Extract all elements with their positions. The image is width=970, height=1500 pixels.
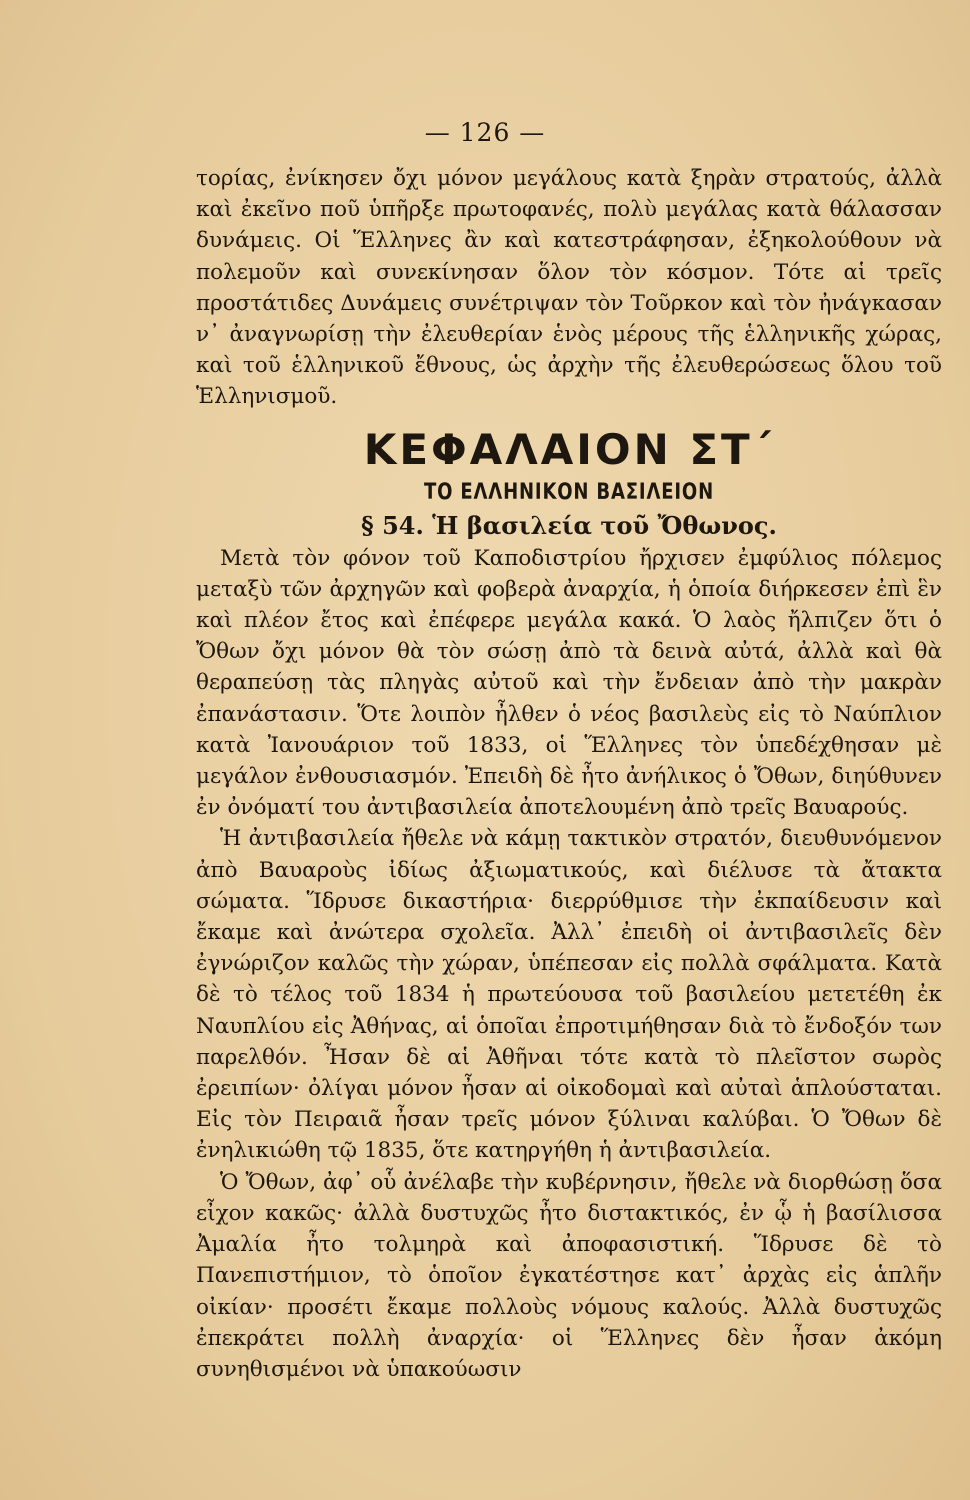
paragraph: Ἡ ἀντιβασιλεία ἤθελε νὰ κάμῃ τακτικὸν στρατόν, διευθυνόμενον ἀπὸ Βαυαροὺς ἰδίως ἀξιωματικούς, καὶ διέλυσε τὰ ἄτακτα σώματα. Ἵδρυσε δικαστήρια· διερρύθμισε τὴν ἐκπαίδευσιν καὶ ἔκαμε καὶ ἀνώτερα σχολεῖα. Ἀλλ᾽ ἐπειδὴ οἱ ἀντιβασιλεῖς δὲν ἐγνώριζον καλῶς τὴν χώραν, ὑπέπεσαν εἰς πολλὰ σφάλματα. Κατὰ δὲ τὸ τέλος τοῦ 1834 ἡ πρωτεύουσα τοῦ βασιλείου μετετέθη ἐκ Ναυπλίου εἰς Ἀθήνας, αἱ ὁποῖαι ἐπροτιμήθησαν διὰ τὸ ἔνδοξόν των παρελθόν. Ἦσαν δὲ αἱ Ἀθῆναι τότε κατὰ τὸ πλεῖστον σωρὸς ἐρειπίων· ὀλίγαι μόνον ἦσαν αἱ οἰκοδομαὶ καὶ αὐταὶ ἁπλούσταται. Εἰς τὸν Πειραιᾶ ἦσαν τρεῖς μόνον ξύλιναι καλύβαι. Ὁ Ὄθων δὲ ἐνηλικιώθη τῷ 1835, ὅτε κατηργήθη ἡ ἀντιβασιλεία.	[196, 826, 942, 1164]
chapter-subtitle: ΤΟ ΕΛΛΗΝΙΚΟΝ ΒΑΣΙΛΕΙΟΝ	[424, 479, 714, 505]
paragraph: Ὁ Ὄθων, ἀφ᾽ οὗ ἀνέλαβε τὴν κυβέρνησιν, ἤθελε νὰ διορθώσῃ ὅσα εἶχον κακῶς· ἀλλὰ δυστυχῶς ἦτο διστακτικός, ἐν ᾧ ἡ βασίλισσα Ἀμαλία ἦτο τολμηρὰ καὶ ἀποφασιστική. Ἵδρυσε δὲ τὸ Πανεπιστήμιον, τὸ ὁποῖον ἐγκατέστησε κατ᾽ ἀρχὰς εἰς ἁπλῆν οἰκίαν· προσέτι ἔκαμε πολλοὺς νόμους καλούς. Ἀλλὰ δυστυχῶς ἐπεκράτει πολλὴ ἀναρχία· οἱ Ἕλληνες δὲν ἦσαν ἀκόμη συνηθισμένοι νὰ ὑπακούωσιν	[196, 1169, 942, 1382]
page-number: — 126 —	[424, 118, 546, 147]
section-heading: § 54. Ἡ βασιλεία τοῦ Ὄθωνος.	[361, 510, 777, 540]
chapter-title: ΚΕΦΑΛΑΙΟΝ ΣΤ΄	[363, 424, 775, 474]
intro-paragraph: τορίας, ἐνίκησεν ὄχι μόνον μεγάλους κατὰ ξηρὰν στρατούς, ἀλλὰ καὶ ἐκεῖνο ποῦ ὑπῆρξε πρωτοφανές, πολὺ μεγάλας κατὰ θάλασσαν δυνάμεις. Οἱ Ἕλληνες ἂν καὶ κατεστράφησαν, ἐξηκολούθουν νὰ πολεμοῦν καὶ συνεκίνησαν ὅλον τὸν κόσμον. Τότε αἱ τρεῖς προστάτιδες Δυνάμεις συνέτριψαν τὸν Τοῦρκον καὶ τὸν ἠνάγκασαν ν᾽ ἀναγνωρίσῃ τὴν ἐλευθερίαν ἑνὸς μέρους τῆς ἑλληνικῆς χώρας, καὶ τοῦ ἑλληνικοῦ ἔθνους, ὡς ἀρχὴν τῆς ἐλευθερώσεως ὅλου τοῦ Ἑλληνισμοῦ.	[196, 166, 942, 410]
paragraph: Μετὰ τὸν φόνον τοῦ Καποδιστρίου ἤρχισεν ἐμφύλιος πόλεμος μεταξὺ τῶν ἀρχηγῶν καὶ φοβερὰ ἀναρχία, ἡ ὁποία διήρκεσεν ἐπὶ ἓν καὶ πλέον ἔτος καὶ ἐπέφερε μεγάλα κακά. Ὁ λαὸς ἤλπιζεν ὅτι ὁ Ὄθων ὄχι μόνον θὰ τὸν σώσῃ ἀπὸ τὰ δεινὰ αὐτά, ἀλλὰ καὶ θὰ θεραπεύσῃ τὰς πληγὰς αὐτοῦ καὶ τὴν ἔνδειαν ἀπὸ τὴν μακρὰν ἐπανάστασιν. Ὅτε λοιπὸν ἦλθεν ὁ νέος βασιλεὺς εἰς τὸ Ναύπλιον κατὰ Ἰανουάριον τοῦ 1833, οἱ Ἕλληνες τὸν ὑπεδέχθησαν μὲ μεγάλον ἐνθουσιασμόν. Ἐπειδὴ δὲ ἦτο ἀνήλικος ὁ Ὄθων, διηύθυνεν ἐν ὀνόματί του ἀντιβασιλεία ἀποτελουμένη ἀπὸ τρεῖς Βαυαρούς.	[196, 545, 942, 821]
page-body	[196, 163, 942, 1385]
